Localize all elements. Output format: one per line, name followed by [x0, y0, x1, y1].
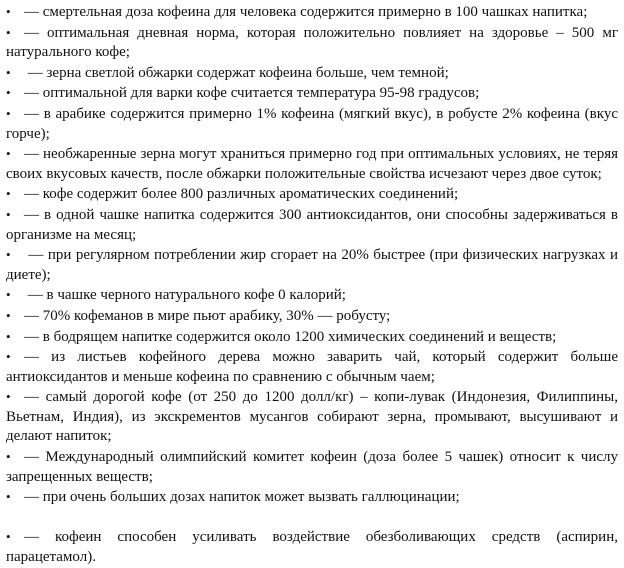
- bullet-icon: •: [6, 24, 11, 40]
- bullet-icon: •: [6, 389, 11, 405]
- list-item: [6, 104, 618, 144]
- list-item: [6, 327, 618, 348]
- list-item: [6, 447, 618, 487]
- list-item: [6, 387, 618, 447]
- list-item-text: — в чашке черного натурального кофе 0 калорий;: [24, 287, 346, 304]
- bullet-icon: •: [6, 247, 11, 263]
- list-item-text: — самый дорогой кофе (от 250 до 1200 долл/кг) – копи-лувак (Индонезия, Филиппины, Вьетнам, Индия), из экскрементов мусангов собирают зерна, промывают, высушивают и делают напиток;: [6, 389, 618, 445]
- list-item-text: — оптимальная дневная норма, которая положительно повлияет на здоровье – 500 мг натурального кофе;: [6, 24, 618, 61]
- list-item-text: — в одной чашке напитка содержится 300 антиоксидантов, они способны задерживаться в организме на месяц;: [6, 206, 618, 243]
- bullet-icon: •: [6, 64, 11, 80]
- list-item-text: — зерна светлой обжарки содержат кофеина больше, чем темной;: [24, 64, 449, 81]
- list-item-text: — необжаренные зерна могут храниться примерно год при оптимальных условиях, не теряя своих вкусовых качеств, после обжарки положительные свойства исчезают через двое суток;: [6, 146, 618, 182]
- list-item-text: — при очень больших дозах напиток может вызвать галлюцинации;: [24, 489, 460, 506]
- list-item: [6, 184, 618, 205]
- bullet-icon: •: [6, 186, 11, 202]
- document-body: [6, 2, 618, 568]
- bullet-icon: •: [6, 4, 11, 19]
- list-item-text: — смертельная доза кофеина для человека содержится примерно в 100 чашках напитка;: [24, 4, 588, 20]
- list-item: [6, 487, 618, 508]
- bullet-icon: •: [6, 529, 11, 545]
- bullet-icon: •: [6, 146, 11, 162]
- bullet-icon: •: [6, 307, 11, 323]
- list-item: [6, 83, 618, 104]
- list-item-text: — в бодрящем напитке содержится около 1200 химических соединений и веществ;: [24, 328, 557, 345]
- bullet-icon: •: [6, 349, 11, 365]
- list-item-text: — кофе содержит более 800 различных ароматических соединений;: [24, 186, 459, 203]
- list-item-text: — в арабике содержится примерно 1% кофеина (мягкий вкус), в робусте 2% кофеина (вкус горче);: [6, 105, 618, 142]
- bullet-icon: •: [6, 287, 11, 303]
- list-item: [6, 306, 618, 327]
- list-item: [6, 285, 618, 306]
- list-item-text: — Международный олимпийский комитет кофеин (доза более 5 чашек) относит к числу запрещенных веществ;: [6, 449, 618, 485]
- bullet-icon: •: [6, 328, 11, 344]
- list-item: [6, 144, 618, 184]
- list-item: [6, 23, 618, 63]
- list-item: [6, 347, 618, 387]
- list-item: [6, 245, 618, 285]
- list-item-text: — при регулярном потреблении жир сгорает на 20% быстрее (при физических нагрузках и диете);: [6, 247, 618, 283]
- list-item-text: — из листьев кофейного дерева можно заварить чай, который содержит больше антиоксидантов и меньше кофеина по сравнению с обычным чаем;: [6, 349, 618, 385]
- list-item: [6, 527, 618, 567]
- list-item: [6, 2, 618, 23]
- list-item-text: — кофеин способен усиливать воздействие обезболивающих средств (аспирин, парацетамол).: [6, 529, 618, 566]
- bullet-icon: •: [6, 105, 11, 121]
- bullet-icon: •: [6, 206, 11, 222]
- list-item-text: — 70% кофеманов в мире пьют арабику, 30% — робусту;: [24, 307, 391, 324]
- list-item: [6, 205, 618, 245]
- bullet-icon: •: [6, 489, 11, 505]
- list-item: [6, 63, 618, 84]
- bullet-icon: •: [6, 449, 11, 465]
- bullet-icon: •: [6, 85, 11, 101]
- list-item-text: — оптимальной для варки кофе считается температура 95-98 градусов;: [24, 85, 480, 102]
